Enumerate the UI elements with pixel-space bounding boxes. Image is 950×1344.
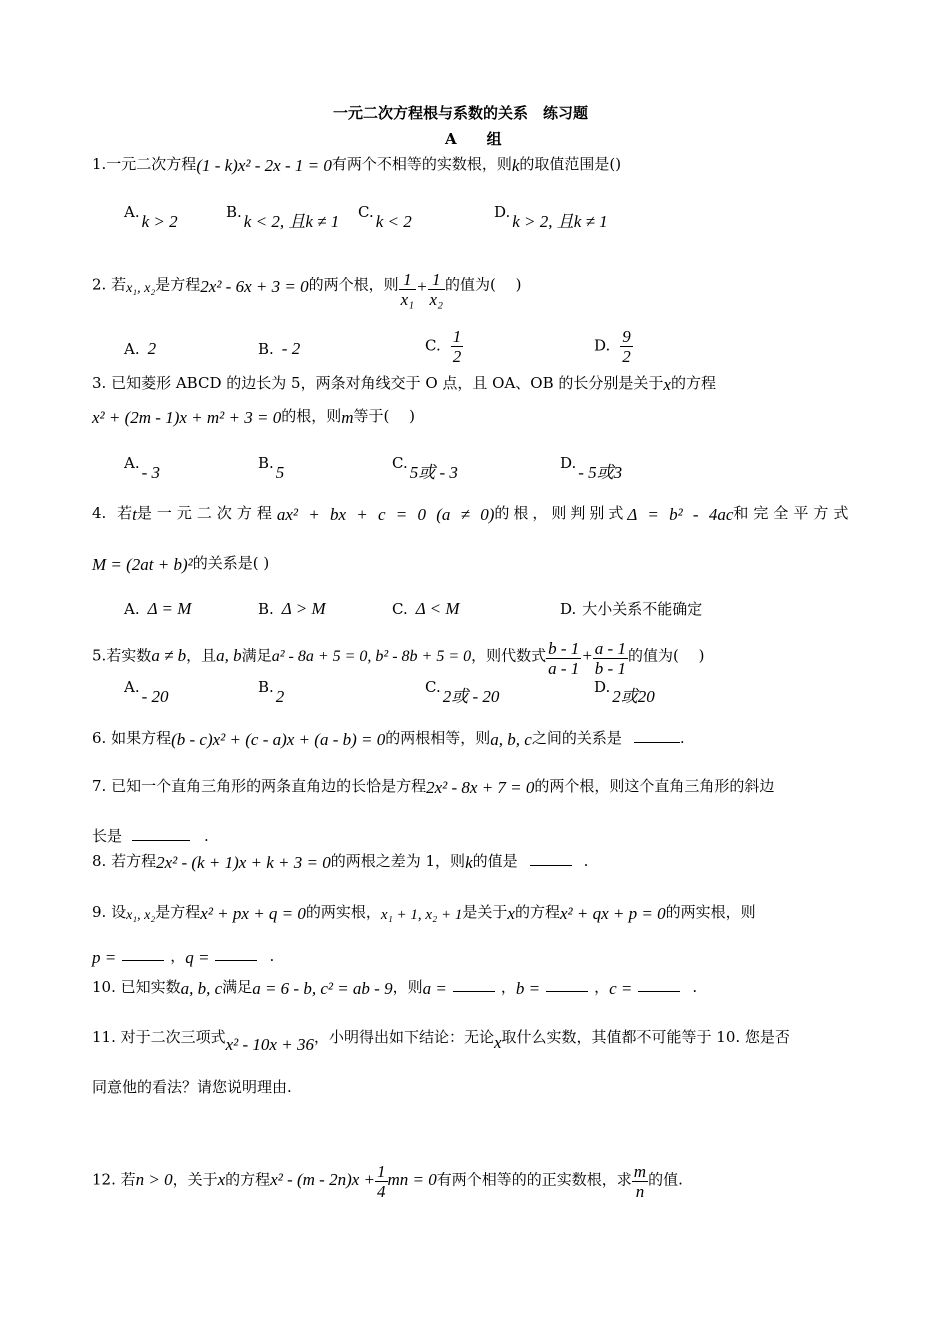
q2-option-c[interactable]: C. $\frac{1}{2}$ <box>425 327 462 366</box>
q1-option-b[interactable]: B. k < 2, 且k ≠ 1 <box>226 203 340 231</box>
q5-option-b[interactable]: B. 2 <box>258 678 285 706</box>
answer-blank-q[interactable] <box>215 946 257 961</box>
equation: ax² + bx + c = 0 (a ≠ 0) <box>276 505 495 524</box>
answer-blank[interactable] <box>634 728 680 743</box>
equation: x² - (m - 2n)x + <box>270 1169 376 1189</box>
q5-option-d[interactable]: D. 2或20 <box>594 678 655 706</box>
fraction: $\frac{1}{\text{x₂}}$ <box>429 270 444 309</box>
equation: 2x² - 8x + 7 = 0 <box>426 778 535 797</box>
q5-option-c[interactable]: C. 2或 - 20 <box>425 678 500 706</box>
question-4-line-2: M = (2at + b)²的关系是( ) <box>92 554 270 574</box>
question-4-line-1: 4. 若t是一元二次方程ax² + bx + c = 0 (a ≠ 0)的根，则判别式Δ = b² - 4ac和完全平方式 <box>92 504 854 524</box>
question-2: 2. 若x₁, x₂是方程2x² - 6x + 3 = 0的两个根，则 $\frac{1}{\text{x₁}}$ + $\frac{1}{\text{x₂}}$ 的值为( ) <box>92 270 522 309</box>
equation: a = 6 - b, c² = ab - 9 <box>252 979 393 998</box>
question-9-line-2: p = ，q = . <box>92 947 275 967</box>
q3-option-d[interactable]: D. - 5或3 <box>560 454 623 482</box>
question-10: 10. 已知实数a, b, c满足a = 6 - b, c² = ab - 9，则a = ，b = ，c = . <box>92 978 698 998</box>
q4-option-b[interactable]: B. Δ > M <box>258 599 326 618</box>
equation: (1 - k)x² - 2x - 1 = 0 <box>196 156 332 175</box>
q1-option-a[interactable]: A. k > 2 <box>124 203 178 231</box>
q5-option-a[interactable]: A. - 20 <box>124 678 169 706</box>
q3-option-b[interactable]: B. 5 <box>258 454 285 482</box>
group-heading: A 组 <box>445 130 502 148</box>
fraction: $\frac{1}{4}$ <box>377 1162 386 1201</box>
fraction: $\frac{1}{\text{x₁}}$ <box>400 270 415 309</box>
q4-option-c[interactable]: C. Δ < M <box>392 599 460 618</box>
equation: x² + (2m - 1)x + m² + 3 = 0 <box>92 408 282 427</box>
fraction: $\frac{a - 1}{b - 1}$ <box>594 639 626 678</box>
equation: (b - c)x² + (c - a)x + (a - b) = 0 <box>171 730 386 749</box>
q4-option-a[interactable]: A. Δ = M <box>124 599 192 618</box>
question-7-line-2: 长是 . <box>92 827 209 845</box>
question-6: 6. 如果方程(b - c)x² + (c - a)x + (a - b) = 0的两根相等，则a, b, c之间的关系是 . <box>92 729 685 749</box>
question-7-line-1: 7. 已知一个直角三角形的两条直角边的长恰是方程2x² - 8x + 7 = 0的两个根，则这个直角三角形的斜边 <box>92 777 775 797</box>
q2-option-a[interactable]: A. 2 <box>124 339 157 358</box>
answer-blank[interactable] <box>132 826 190 841</box>
question-11-line-1: 11. 对于二次三项式x² - 10x + 36，小明得出如下结论：无论x取什么实数，其值都不可能等于 10. 您是否 <box>92 1028 790 1054</box>
answer-blank-a[interactable] <box>453 977 495 992</box>
q3-option-c[interactable]: C. 5或 - 3 <box>392 454 458 482</box>
question-3-line-1: 3. 已知菱形 ABCD 的边长为 5，两条对角线交于 O 点，且 OA、OB 的长分别是关于x的方程 <box>92 374 716 394</box>
question-8: 8. 若方程2x² - (k + 1)x + k + 3 = 0的两根之差为 1，则k的值是 . <box>92 852 589 872</box>
answer-blank-c[interactable] <box>638 977 680 992</box>
q1-option-c[interactable]: C. k < 2 <box>358 203 412 231</box>
q4-option-d[interactable]: D. 大小关系不能确定 <box>560 600 703 618</box>
q2-option-b[interactable]: B. - 2 <box>258 339 301 358</box>
question-3-line-2: x² + (2m - 1)x + m² + 3 = 0的根，则m等于( ) <box>92 407 415 427</box>
equation: x² - 10x + 36 <box>225 1035 314 1054</box>
equation: 2x² - (k + 1)x + k + 3 = 0 <box>156 853 331 872</box>
q2-option-d[interactable]: D. $\frac{9}{2}$ <box>594 327 631 366</box>
page-title: 一元二次方程根与系数的关系 练习题 <box>333 104 589 122</box>
question-11-line-2: 同意他的看法？请您说明理由. <box>92 1078 292 1096</box>
answer-blank[interactable] <box>530 851 572 866</box>
question-12: 12. 若n > 0，关于x的方程x² - (m - 2n)x + $\frac{1}{4}$ mn = 0有两个相等的的正实数根，求 $\frac{m}{n}$ 的值. <box>92 1162 683 1201</box>
q3-option-a[interactable]: A. - 3 <box>124 454 161 482</box>
q1-option-d[interactable]: D. k > 2, 且k ≠ 1 <box>494 203 608 231</box>
answer-blank-b[interactable] <box>546 977 588 992</box>
answer-blank-p[interactable] <box>122 946 164 961</box>
question-9-line-1: 9. 设x₁, x₂是方程x² + px + q = 0的两实根，x₁ + 1, x₂ + 1是关于x的方程x² + qx + p = 0的两实根，则 <box>92 903 756 923</box>
question-5: 5.若实数a ≠ b，且a, b满足a² - 8a + 5 = 0, b² - 8b + 5 = 0，则代数式 $\frac{b - 1}{a - 1}$ + $\frac{a - 1}{b - 1}$ 的值为( ) <box>92 639 705 678</box>
fraction: $\frac{b - 1}{a - 1}$ <box>548 639 580 678</box>
fraction: $\frac{m}{n}$ <box>633 1162 647 1201</box>
question-1: 1.一元二次方程(1 - k)x² - 2x - 1 = 0有两个不相等的实数根，则k的取值范围是() <box>92 155 622 175</box>
